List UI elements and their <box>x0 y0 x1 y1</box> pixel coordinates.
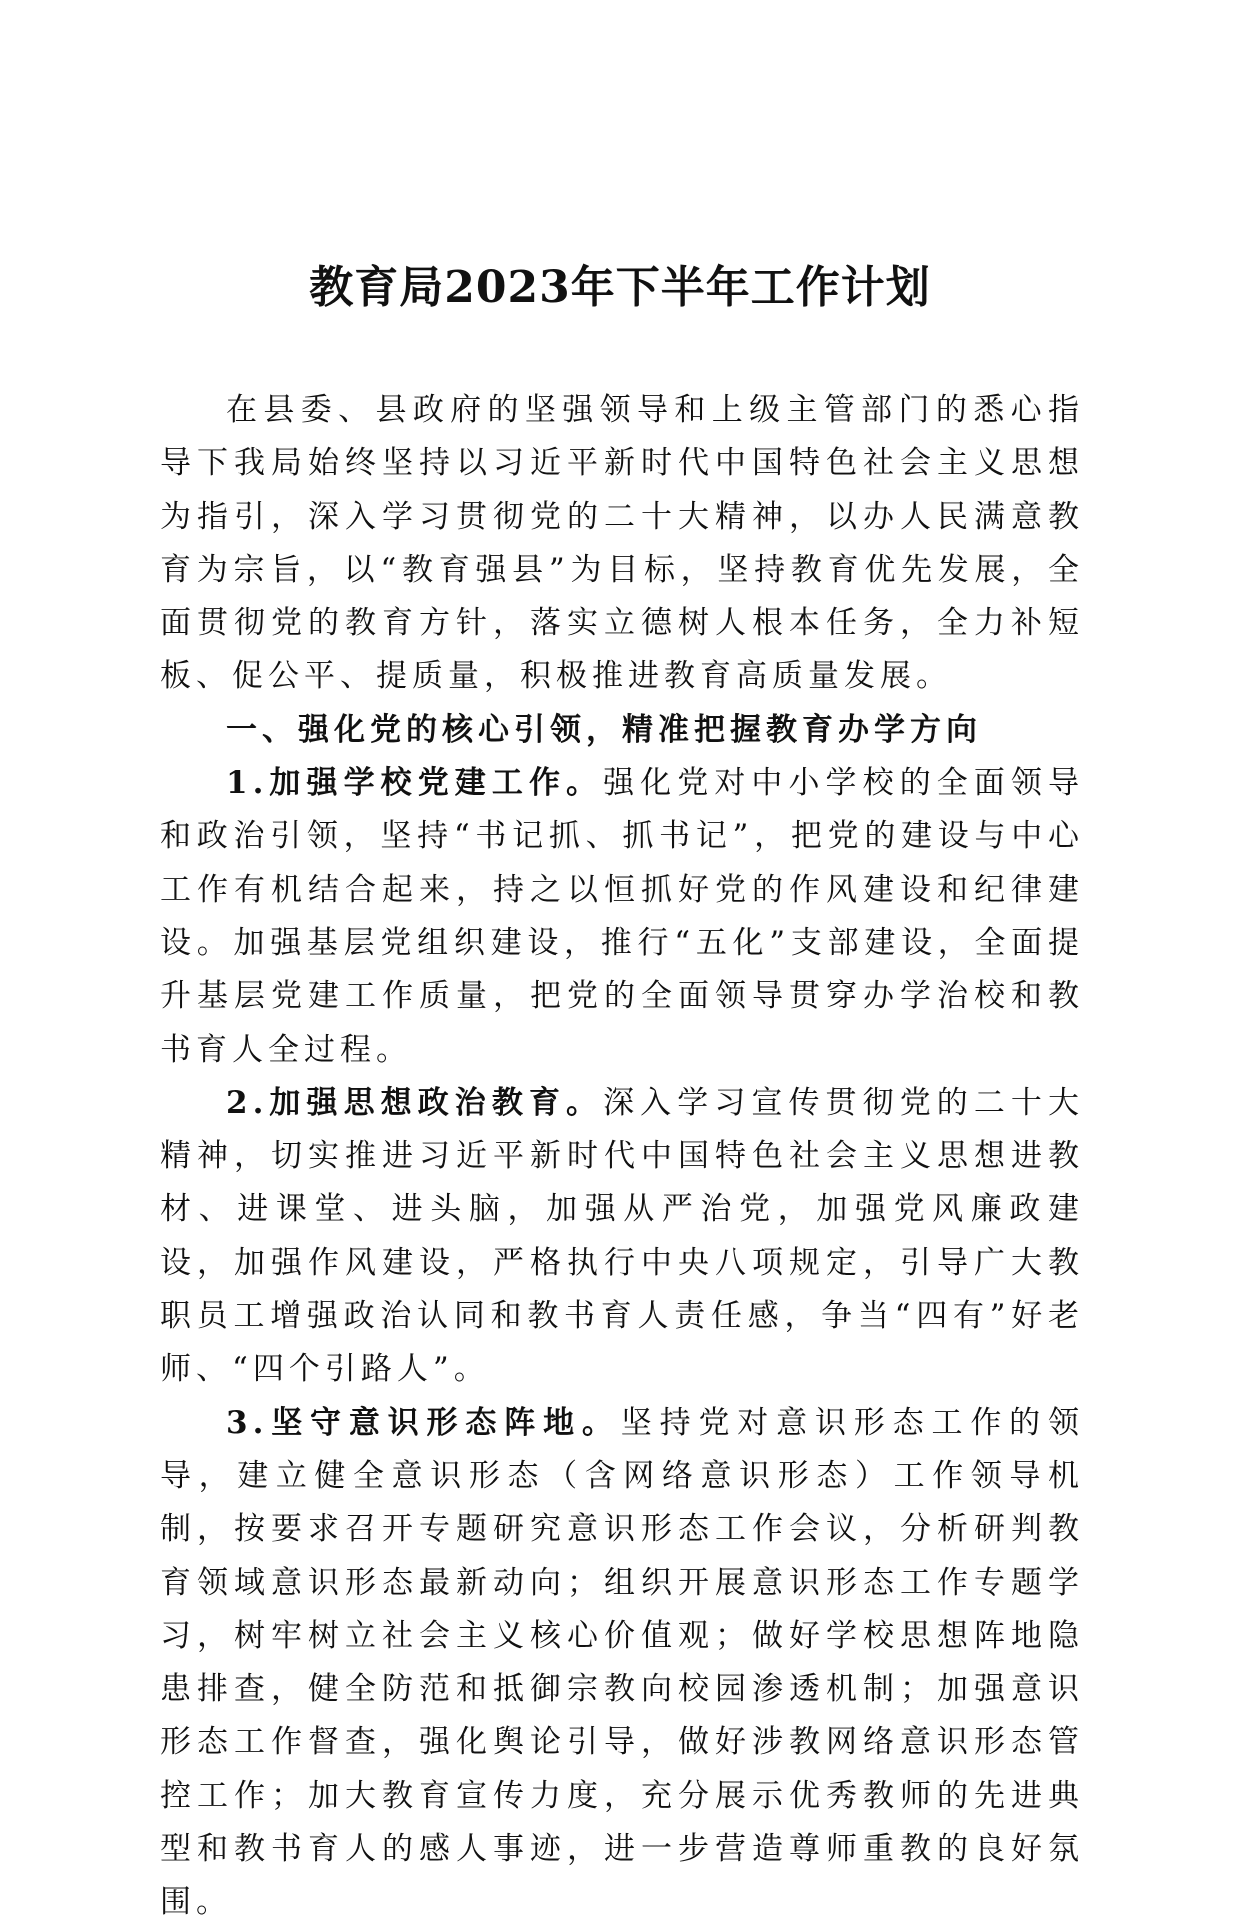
item-text: 深入学习宣传贯彻党的二十大精神，切实推进习近平新时代中国特色社会主义思想进教材、进课堂、进头脑，加强从严治党，加强党风廉政建设，加强作风建设，严格执行中央八项规定，引导广大教职员工增强政治认同和教书育人责任感，争当“四有”好老师、“四个引路人”。 <box>160 1084 1084 1388</box>
item-lead: 1.加强学校党建工作。 <box>226 765 604 802</box>
document-body <box>160 384 1084 1930</box>
item-paragraph <box>160 757 1084 1077</box>
item-lead: 2.加强思想政治教育。 <box>226 1084 604 1121</box>
section-heading: 一、强化党的核心引领，精准把握教育办学方向 <box>226 711 982 748</box>
item-lead: 3.坚守意识形态阵地。 <box>226 1404 621 1441</box>
item-paragraph <box>160 1397 1084 1930</box>
item-text: 坚持党对意识形态工作的领导，建立健全意识形态（含网络意识形态）工作领导机制，按要求召开专题研究意识形态工作会议，分析研判教育领域意识形态最新动向；组织开展意识形态工作专题学习，树牢树立社会主义核心价值观；做好学校思想阵地隐患排查，健全防范和抵御宗教向校园渗透机制；加强意识形态工作督查，强化舆论引导，做好涉教网络意识形态管控工作；加大教育宣传力度，充分展示优秀教师的先进典型和教书育人的感人事迹，进一步营造尊师重教的良好氛围。 <box>160 1404 1084 1921</box>
document-title: 教育局2023年下半年工作计划 <box>309 262 931 313</box>
intro-paragraph: 在县委、县政府的坚强领导和上级主管部门的悉心指导下我局始终坚持以习近平新时代中国特色社会主义思想为指引，深入学习贯彻党的二十大精神，以办人民满意教育为宗旨，以“教育强县”为目标，坚持教育优先发展，全面贯彻党的教育方针，落实立德树人根本任务，全力补短板、促公平、提质量，积极推进教育高质量发展。 <box>160 392 1084 695</box>
item-text: 强化党对中小学校的全面领导和政治引领，坚持“书记抓、抓书记”，把党的建设与中心工作有机结合起来，持之以恒抓好党的作风建设和纪律建设。加强基层党组织建设，推行“五化”支部建设，全面提升基层党建工作质量，把党的全面领导贯穿办学治校和教书育人全过程。 <box>160 765 1084 1068</box>
item-paragraph <box>160 1077 1084 1397</box>
